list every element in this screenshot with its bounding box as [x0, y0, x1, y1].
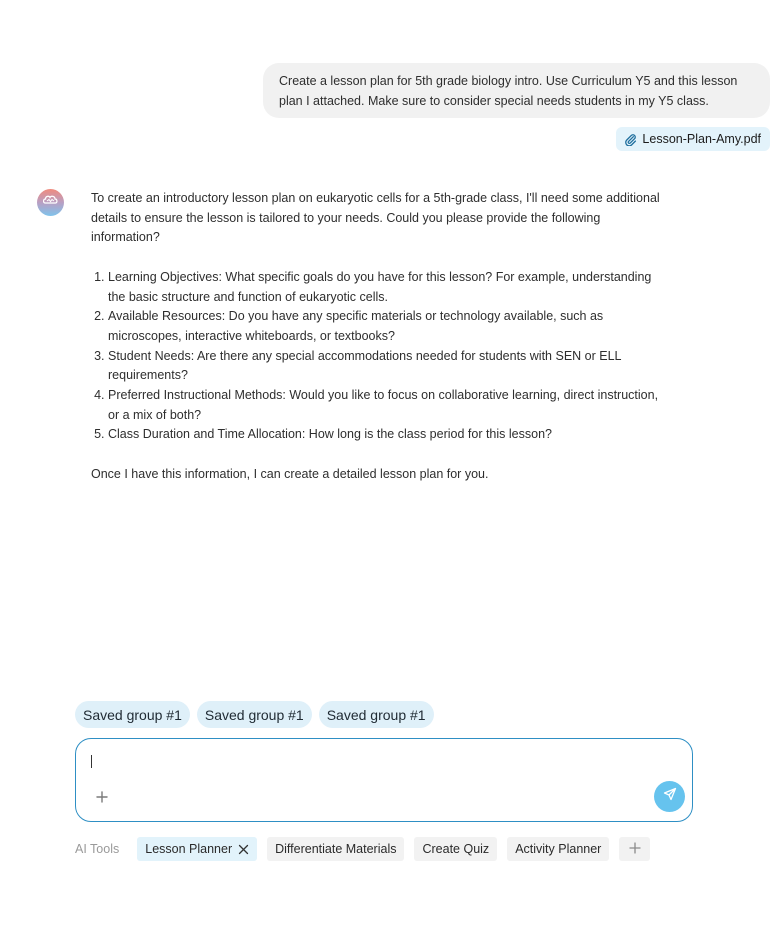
tool-chip-label: Differentiate Materials — [275, 842, 397, 856]
send-button[interactable] — [654, 781, 685, 812]
attachment-filename: Lesson-Plan-Amy.pdf — [642, 132, 761, 146]
tool-chip-activity-planner[interactable] — [507, 837, 609, 861]
user-message-line: Create a lesson plan for 5th grade biology intro. Use Curriculum Y5 and this lesson — [279, 74, 738, 88]
brain-icon — [42, 194, 59, 212]
assistant-intro: To create an introductory lesson plan on eukaryotic cells for a 5th-grade class, I'll need some additional details to ensure the lesson is tailored to your needs. Could you please provide the following information? — [91, 191, 660, 245]
assistant-outro: Once I have this information, I can create a detailed lesson plan for you. — [91, 466, 489, 481]
saved-groups — [75, 701, 434, 728]
message-input[interactable] — [90, 752, 634, 774]
text-caret — [91, 755, 92, 768]
list-item: 5. Class Duration and Time Allocation: How long is the class period for this lesson? — [108, 425, 671, 445]
attachment-chip[interactable] — [616, 127, 770, 151]
plus-icon — [96, 790, 108, 808]
list-item: 2. Available Resources: Do you have any specific materials or technology available, such as microscopes, interactive whiteboards, or textbooks? — [108, 307, 671, 346]
saved-group-chip[interactable]: Saved group #1 — [197, 701, 312, 728]
add-attachment-button[interactable] — [92, 789, 112, 809]
user-message-line: plan I attached. Make sure to consider special needs students in my Y5 class. — [279, 94, 709, 108]
ai-tools-label: AI Tools — [75, 842, 120, 856]
saved-group-chip[interactable]: Saved group #1 — [319, 701, 434, 728]
list-item: 1. Learning Objectives: What specific goals do you have for this lesson? For example, understanding the basic structure and function of eukaryotic cells. — [108, 268, 671, 307]
send-icon — [663, 787, 677, 806]
paperclip-icon — [624, 133, 637, 146]
list-item: 3. Student Needs: Are there any special accommodations needed for students with SEN or ELL requirements? — [108, 347, 671, 386]
assistant-question-list — [91, 268, 671, 445]
tool-chip-differentiate-materials[interactable] — [267, 837, 404, 861]
assistant-avatar — [37, 189, 64, 216]
tool-chip-label: Lesson Planner — [145, 842, 233, 856]
list-item: 4. Preferred Instructional Methods: Would you like to focus on collaborative learning, direct instruction, or a mix of both? — [108, 386, 671, 425]
tool-chip-label: Activity Planner — [515, 842, 602, 856]
plus-icon — [629, 842, 641, 857]
close-icon[interactable] — [238, 844, 249, 855]
saved-group-chip[interactable]: Saved group #1 — [75, 701, 190, 728]
tool-chip-lesson-planner[interactable] — [137, 837, 257, 861]
ai-tools-bar — [75, 837, 660, 861]
tool-chip-create-quiz[interactable] — [414, 837, 497, 861]
assistant-message — [91, 189, 671, 485]
message-composer — [75, 738, 693, 822]
user-message-bubble — [263, 63, 770, 118]
tool-chip-label: Create Quiz — [422, 842, 490, 856]
add-tool-button[interactable] — [619, 837, 650, 861]
